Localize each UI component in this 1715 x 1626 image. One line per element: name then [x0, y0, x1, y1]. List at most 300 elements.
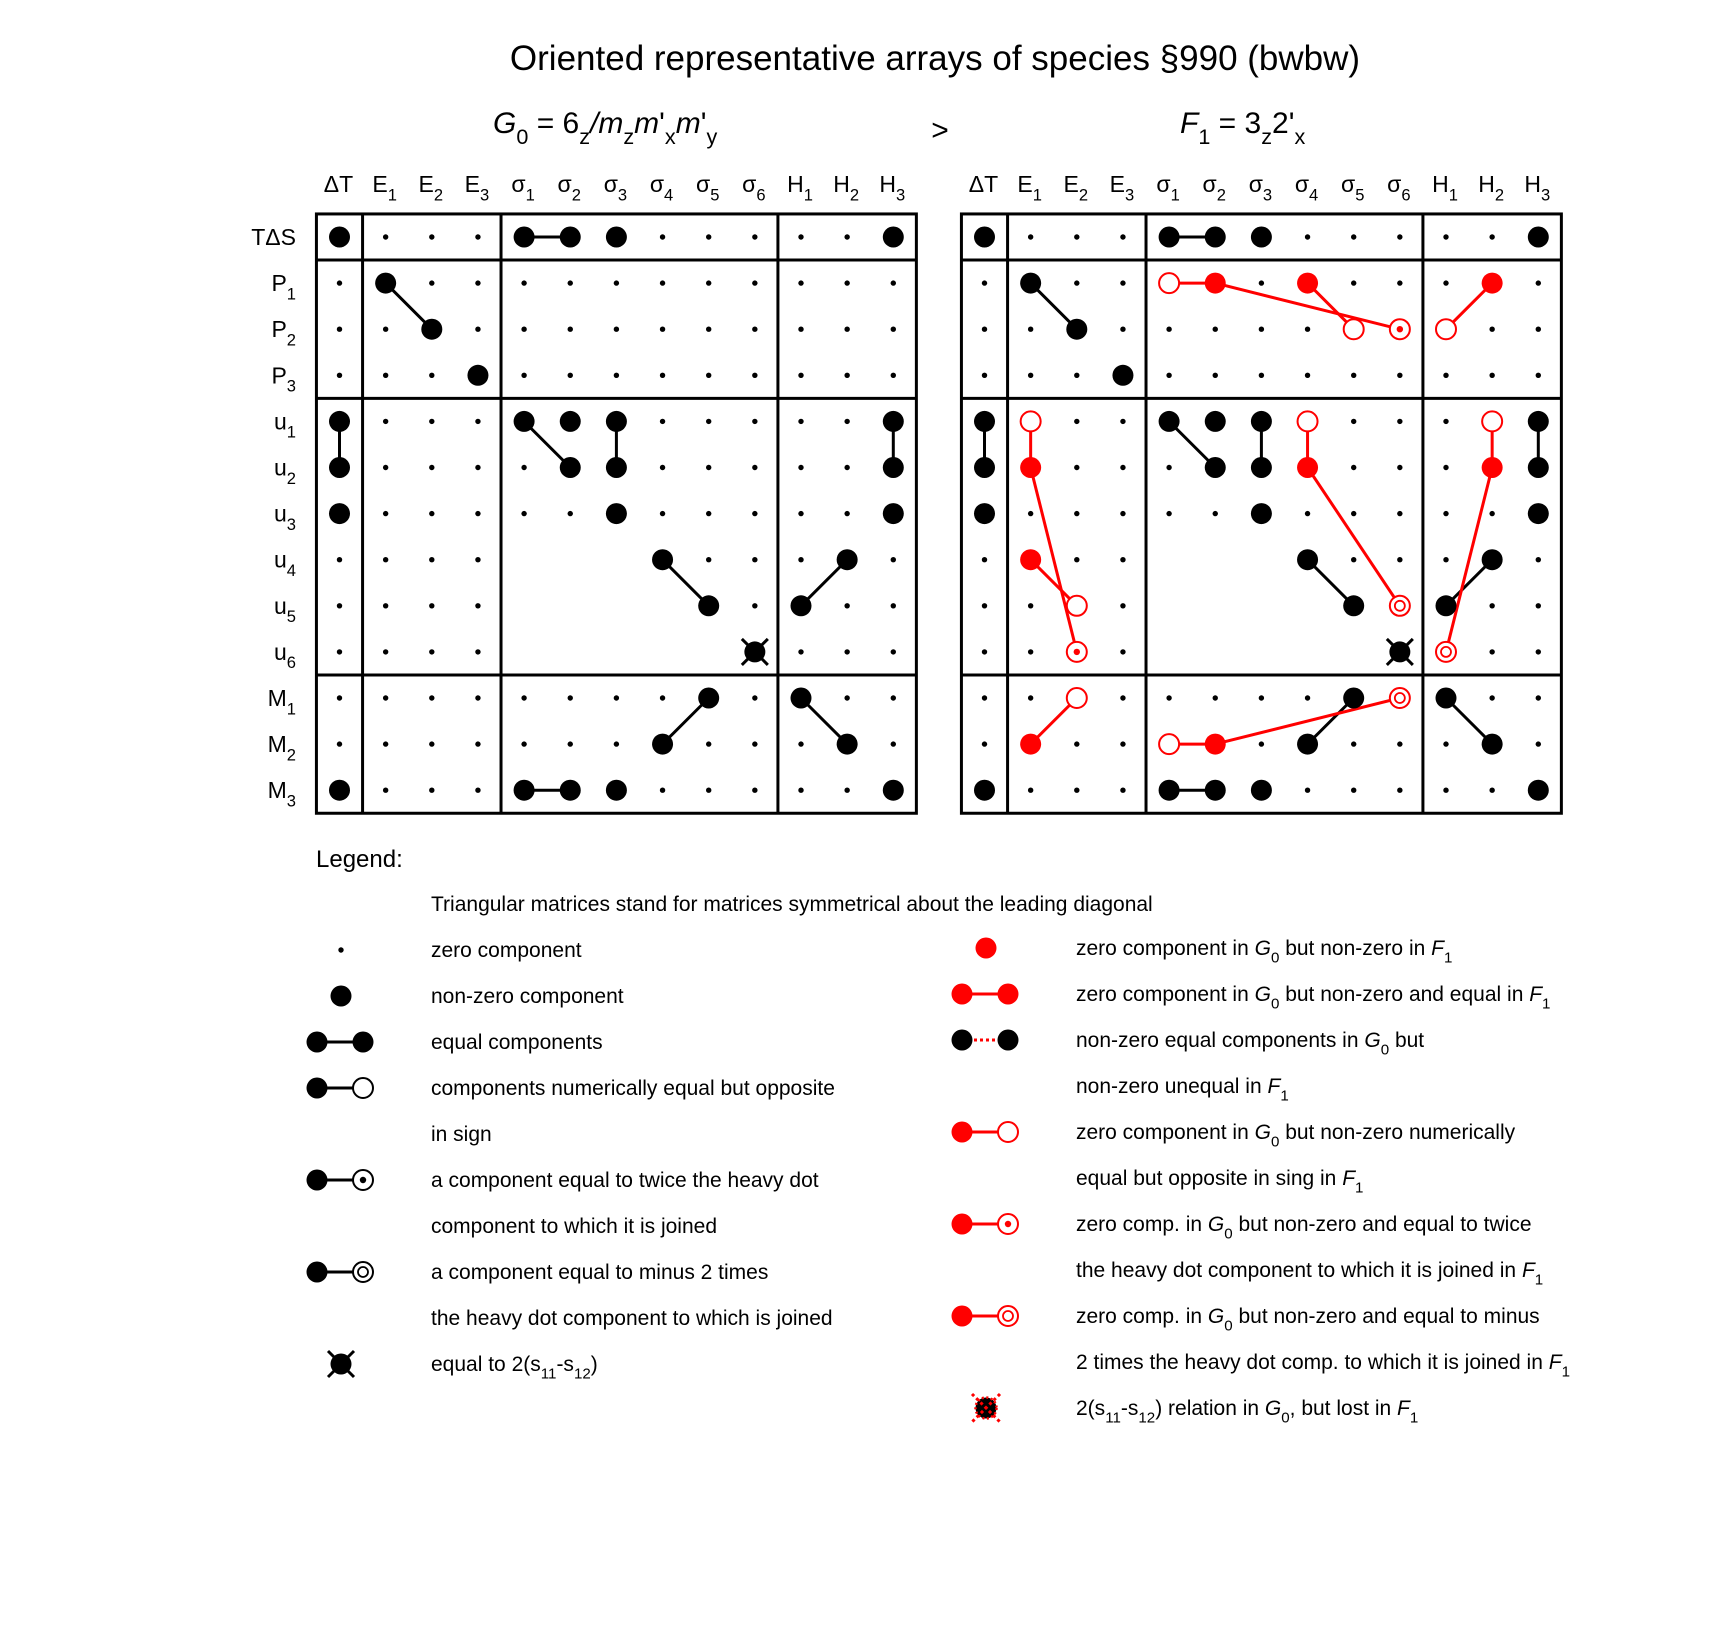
column-header-run: 4 — [664, 185, 674, 205]
zero-component — [429, 373, 434, 378]
zero-component — [1166, 465, 1171, 470]
legend-item-text-run: 1 — [1355, 1179, 1364, 1197]
zero-component — [844, 695, 849, 700]
legend-item-text-run: 11 — [540, 1365, 557, 1383]
legend-dot — [952, 1030, 973, 1051]
zero-component — [1305, 373, 1310, 378]
group-symbol-g0-run: G — [493, 107, 517, 140]
zero-component — [752, 373, 757, 378]
zero-component — [521, 465, 526, 470]
nonzero-component — [1159, 411, 1180, 432]
zero-component — [383, 557, 388, 562]
row-header-run: 3 — [286, 376, 296, 396]
zero-component — [660, 788, 665, 793]
legend-dot — [307, 1078, 328, 1099]
group-symbol-g0-run: 0 — [516, 123, 529, 149]
legend-item-text-run: non-zero unequal in — [1076, 1075, 1268, 1098]
zero-component — [706, 788, 711, 793]
column-header-run: 3 — [480, 185, 490, 205]
red-nonzero-component — [1020, 457, 1041, 478]
column-header-run: H — [879, 171, 897, 197]
zero-component — [475, 788, 480, 793]
legend-item-text-run: 12 — [573, 1365, 591, 1383]
zero-component — [844, 465, 849, 470]
legend-item-text-run: but — [1389, 1029, 1425, 1052]
zero-component — [429, 234, 434, 239]
column-header-run: σ — [1387, 171, 1402, 197]
zero-component — [1028, 649, 1033, 654]
row-header-run: 6 — [286, 653, 296, 673]
zero-component — [752, 280, 757, 285]
nonzero-component — [837, 549, 858, 570]
zero-component — [982, 741, 987, 746]
zero-component — [1074, 280, 1079, 285]
zero-component — [1305, 327, 1310, 332]
zero-component — [614, 280, 619, 285]
column-header-run: 2 — [433, 185, 444, 205]
nonzero-component — [606, 457, 627, 478]
legend-item-text-run: 0 — [1224, 1317, 1233, 1335]
legend-item-text — [431, 1215, 717, 1238]
zero-component — [475, 649, 480, 654]
column-header-run: σ — [1340, 171, 1356, 197]
group-symbol-f1-run: 1 — [1198, 123, 1211, 149]
column-header-run: 1 — [1032, 185, 1042, 205]
red-opposite-component — [1344, 319, 1364, 339]
row-header-run: 2 — [286, 468, 296, 488]
zero-component — [429, 280, 434, 285]
nonzero-component — [1297, 549, 1318, 570]
nonzero-component — [1251, 411, 1272, 432]
zero-component — [798, 649, 803, 654]
zero-component — [1489, 695, 1494, 700]
row-header-run: u — [274, 454, 287, 481]
legend-item-text-run: F — [1342, 1167, 1356, 1190]
legend-item-text — [431, 1169, 819, 1192]
nonzero-component — [514, 411, 535, 432]
legend-dot — [952, 1122, 973, 1143]
legend-item-text-run: F — [1521, 1259, 1535, 1282]
zero-component — [429, 695, 434, 700]
group-symbol-g0-run: m — [598, 107, 624, 140]
zero-component — [844, 603, 849, 608]
zero-component — [1120, 649, 1125, 654]
zero-component — [706, 280, 711, 285]
zero-component — [1120, 234, 1125, 239]
zero-component — [1443, 280, 1448, 285]
zero-component — [660, 695, 665, 700]
zero-component — [383, 373, 388, 378]
zero-component — [383, 511, 388, 516]
legend-item-text-run: 0 — [1224, 1225, 1233, 1243]
zero-component — [1351, 419, 1356, 424]
column-header-run: E — [418, 171, 434, 197]
zero-component — [1120, 419, 1125, 424]
zero-component — [1397, 373, 1402, 378]
zero-component — [429, 603, 434, 608]
zero-component — [383, 465, 388, 470]
nonzero-component — [1205, 457, 1226, 478]
zero-component — [1305, 695, 1310, 700]
legend-item-text-run: G — [1254, 1121, 1271, 1144]
column-header-run: σ — [603, 171, 618, 197]
zero-component — [1028, 234, 1033, 239]
nonzero-component — [698, 595, 719, 616]
zero-component — [475, 327, 480, 332]
row-header-run: 1 — [286, 699, 296, 719]
zero-component — [1074, 234, 1079, 239]
zero-component — [1443, 557, 1448, 562]
zero-component — [429, 419, 434, 424]
legend-dot — [307, 1170, 328, 1191]
zero-component — [1213, 373, 1218, 378]
nonzero-component — [1251, 503, 1272, 524]
zero-component — [1305, 788, 1310, 793]
legend-item-text-run: zero component in — [1076, 983, 1255, 1006]
nonzero-component — [1436, 688, 1457, 709]
zero-component — [1351, 741, 1356, 746]
legend-item-text-run: F — [1397, 1397, 1410, 1420]
zero-component — [475, 695, 480, 700]
legend-item-text-run: but non-zero and equal to minus — [1232, 1305, 1540, 1328]
column-header-run: H — [1524, 171, 1542, 197]
column-header-run: σ — [1202, 171, 1217, 197]
nonzero-component — [1436, 595, 1457, 616]
row-header-run: 5 — [286, 607, 296, 627]
zero-component — [1028, 511, 1033, 516]
nonzero-component — [1205, 780, 1226, 801]
legend-item-text-run: G — [1207, 1305, 1225, 1328]
zero-component — [1259, 280, 1264, 285]
zero-component — [1213, 695, 1218, 700]
zero-component — [1166, 511, 1171, 516]
zero-component — [1536, 649, 1541, 654]
zero-component — [1120, 557, 1125, 562]
legend-item-text-run: 1 — [1561, 1363, 1570, 1381]
legend-item-text-run: 12 — [1138, 1409, 1156, 1427]
zero-component — [660, 327, 665, 332]
legend-dot — [998, 984, 1019, 1005]
zero-component — [383, 419, 388, 424]
zero-component — [383, 649, 388, 654]
legend-item-text-run: the heavy dot component to which is joined — [431, 1307, 833, 1330]
legend-dot — [353, 1032, 374, 1053]
nonzero-component — [514, 227, 535, 248]
nonzero-component — [1482, 549, 1503, 570]
column-header-run: E — [464, 171, 481, 197]
zero-component — [475, 234, 480, 239]
zero-component — [1536, 695, 1541, 700]
legend-red-nonzero-symbol — [976, 938, 997, 959]
nonzero-component — [329, 227, 350, 248]
legend-item-text-run: G — [1254, 983, 1271, 1006]
red-opposite-component — [1067, 596, 1087, 616]
row-header-run: u — [274, 546, 287, 573]
zero-component — [982, 327, 987, 332]
legend-heading: Legend: — [316, 846, 403, 873]
zero-component — [798, 327, 803, 332]
column-header-run: 3 — [1125, 185, 1135, 205]
zero-component — [475, 511, 480, 516]
group-symbol-g0-run: y — [706, 123, 718, 149]
nonzero-component — [791, 688, 812, 709]
zero-component — [1074, 788, 1079, 793]
legend-nonzero-symbol — [331, 986, 352, 1007]
zero-component — [1028, 373, 1033, 378]
legend-minus2-dot-inner — [358, 1267, 368, 1277]
nonzero-component — [652, 734, 673, 755]
nonzero-component — [1251, 227, 1272, 248]
nonzero-component — [652, 549, 673, 570]
legend-item-text-run: non-zero equal components in — [1076, 1029, 1365, 1052]
zero-component — [1397, 234, 1402, 239]
zero-component — [1028, 603, 1033, 608]
legend-item-text — [431, 1123, 492, 1146]
nonzero-component — [883, 227, 904, 248]
zero-component — [521, 741, 526, 746]
nonzero-component — [560, 411, 581, 432]
group-symbol-g0-run: ' — [659, 107, 665, 140]
row-header-run: M — [267, 777, 287, 804]
nonzero-component — [1343, 688, 1364, 709]
nonzero-component — [1066, 319, 1087, 340]
nonzero-component — [791, 595, 812, 616]
row-header-run: u — [274, 408, 287, 435]
zero-component — [891, 280, 896, 285]
zero-component — [1443, 788, 1448, 793]
nonzero-component — [974, 457, 995, 478]
zero-component — [1028, 788, 1033, 793]
nonzero-component — [1159, 227, 1180, 248]
zero-component — [1397, 788, 1402, 793]
legend-item-text-run: in sign — [431, 1123, 492, 1146]
zero-component — [752, 419, 757, 424]
legend-item-text-run: , but lost in — [1289, 1397, 1398, 1420]
zero-component — [337, 695, 342, 700]
zero-component — [1074, 465, 1079, 470]
legend-dot — [307, 1032, 328, 1053]
zero-component — [429, 788, 434, 793]
zero-component — [429, 465, 434, 470]
row-header-run: 1 — [286, 284, 296, 304]
nonzero-component — [329, 503, 350, 524]
zero-component — [1166, 327, 1171, 332]
zero-component — [1259, 373, 1264, 378]
group-symbol-g0-run: z — [623, 123, 635, 149]
red-opposite-component — [1436, 319, 1456, 339]
red-nonzero-component — [1297, 457, 1318, 478]
legend-item-text-run: -s — [1120, 1397, 1139, 1420]
zero-component — [337, 373, 342, 378]
legend-item-text-run: zero comp. in — [1076, 1305, 1208, 1328]
column-header-run: 2 — [849, 185, 860, 205]
zero-component — [1489, 788, 1494, 793]
nonzero-component — [329, 411, 350, 432]
nonzero-component — [1528, 503, 1549, 524]
zero-component — [1397, 557, 1402, 562]
zero-component — [1489, 649, 1494, 654]
zero-component — [1213, 327, 1218, 332]
legend-dot — [952, 1306, 973, 1327]
zero-component — [475, 741, 480, 746]
column-header-run: 1 — [1448, 185, 1458, 205]
row-header-run: 4 — [286, 560, 296, 580]
zero-component — [1028, 695, 1033, 700]
group-symbol-g0-run: m — [675, 107, 701, 140]
zero-component — [798, 419, 803, 424]
zero-component — [798, 465, 803, 470]
row-header-run: P — [271, 316, 287, 343]
legend-item-text-run: F — [1267, 1075, 1281, 1098]
zero-component — [752, 234, 757, 239]
legend-item-text-run: 0 — [1270, 949, 1280, 967]
zero-component — [798, 280, 803, 285]
zero-component — [752, 695, 757, 700]
zero-component — [982, 557, 987, 562]
column-header-run: 1 — [1170, 185, 1180, 205]
column-header-run: E — [1109, 171, 1126, 197]
group-symbol-f1-run: 2' — [1272, 107, 1295, 140]
group-symbol-g0-run: m — [634, 107, 660, 140]
zero-component — [844, 280, 849, 285]
legend-dot — [952, 984, 973, 1005]
column-header-run: 4 — [1309, 185, 1319, 205]
nonzero-component — [1528, 780, 1549, 801]
nonzero-component — [1112, 365, 1133, 386]
column-header-run: E — [1017, 171, 1033, 197]
zero-component — [1489, 327, 1494, 332]
nonzero-component — [606, 503, 627, 524]
red-opposite-component — [1159, 273, 1179, 293]
legend-minus2-dot-inner — [1003, 1311, 1013, 1321]
zero-component — [521, 695, 526, 700]
column-header-run: σ — [1294, 171, 1310, 197]
zero-component — [1259, 327, 1264, 332]
nonzero-component — [883, 411, 904, 432]
zero-component — [891, 741, 896, 746]
zero-component — [1489, 373, 1494, 378]
nonzero-component — [514, 780, 535, 801]
column-header-run: 3 — [617, 185, 628, 205]
zero-component — [798, 788, 803, 793]
nonzero-component — [974, 780, 995, 801]
zero-component — [475, 280, 480, 285]
legend-zero-symbol — [338, 947, 343, 952]
zero-component — [614, 373, 619, 378]
zero-component — [706, 741, 711, 746]
zero-component — [1397, 280, 1402, 285]
zero-component — [1120, 280, 1125, 285]
zero-component — [798, 373, 803, 378]
zero-component — [521, 373, 526, 378]
column-header-run: σ — [695, 171, 711, 197]
zero-component — [1397, 419, 1402, 424]
group-symbol-f1-run: = 3 — [1210, 107, 1262, 140]
legend-item-text-run: 1 — [1443, 949, 1453, 967]
nonzero-component — [883, 503, 904, 524]
zero-component — [1443, 741, 1448, 746]
zero-component — [1120, 465, 1125, 470]
legend-item-text-run: 0 — [1380, 1041, 1390, 1059]
zero-component — [1489, 234, 1494, 239]
column-header-run: σ — [742, 171, 757, 197]
zero-component — [521, 327, 526, 332]
zero-component — [660, 373, 665, 378]
column-header-run: 2 — [1216, 185, 1226, 205]
legend-item-text-run: a component equal to minus 2 times — [431, 1261, 769, 1284]
column-header-run: ΔT — [968, 171, 999, 197]
zero-component — [752, 788, 757, 793]
zero-component — [1120, 695, 1125, 700]
zero-component — [337, 741, 342, 746]
legend-item-text-run: zero component in — [1076, 1121, 1255, 1144]
column-header-run: σ — [557, 171, 572, 197]
legend-item-text-run: zero component in — [1076, 937, 1255, 960]
zero-component — [706, 419, 711, 424]
zero-component — [660, 465, 665, 470]
zero-component — [798, 234, 803, 239]
column-header-run: H — [1432, 171, 1449, 197]
zero-component — [1397, 465, 1402, 470]
legend-item-text-run: equal to 2(s — [431, 1353, 541, 1376]
legend-item-text-run: 2 times the heavy dot comp. to which it is joined in — [1076, 1351, 1549, 1374]
zero-component — [891, 373, 896, 378]
nonzero-component — [1528, 411, 1549, 432]
row-header-run: 3 — [286, 514, 296, 534]
legend-item-text — [431, 1031, 603, 1054]
legend-item-text-run: F — [1529, 983, 1543, 1006]
zero-component — [1536, 280, 1541, 285]
zero-component — [429, 511, 434, 516]
zero-component — [891, 327, 896, 332]
legend-item-text-run: the heavy dot component to which it is joined in — [1076, 1259, 1522, 1282]
row-header-run: 1 — [286, 422, 296, 442]
column-header-run: H — [787, 171, 804, 197]
legend-item-text-run: -s — [556, 1353, 574, 1376]
figure-title: Oriented representative arrays of species §990 (bwbw) — [509, 39, 1361, 78]
zero-component — [660, 419, 665, 424]
legend-item-text-run: component to which it is joined — [431, 1215, 717, 1238]
nonzero-component — [1343, 595, 1364, 616]
zero-component — [1397, 741, 1402, 746]
zero-component — [1351, 788, 1356, 793]
zero-component — [1443, 234, 1448, 239]
red-nonzero-component — [1205, 273, 1226, 294]
column-header-run: 6 — [756, 185, 766, 205]
zero-component — [429, 741, 434, 746]
column-header — [324, 171, 353, 197]
legend-dot — [307, 1262, 328, 1283]
row-header-run: TΔS — [251, 224, 296, 250]
legend-item-text — [431, 939, 582, 962]
group-symbol-g0-run: ' — [700, 107, 707, 140]
column-header-run: σ — [1248, 171, 1263, 197]
legend-item-text — [431, 1307, 833, 1330]
legend-item-text-run: non-zero component — [431, 985, 624, 1008]
legend-item-text-run: ) — [590, 1353, 598, 1376]
zero-component — [337, 603, 342, 608]
column-header-run: H — [1478, 171, 1495, 197]
nonzero-component — [375, 273, 396, 294]
zero-component — [475, 603, 480, 608]
row-header-run: u — [274, 638, 287, 665]
zero-component — [1351, 557, 1356, 562]
zero-component — [660, 234, 665, 239]
group-symbol-f1-run: F — [1180, 107, 1199, 140]
nonzero-component — [974, 227, 995, 248]
zero-component — [383, 741, 388, 746]
red-twice-component-center — [1074, 649, 1080, 655]
